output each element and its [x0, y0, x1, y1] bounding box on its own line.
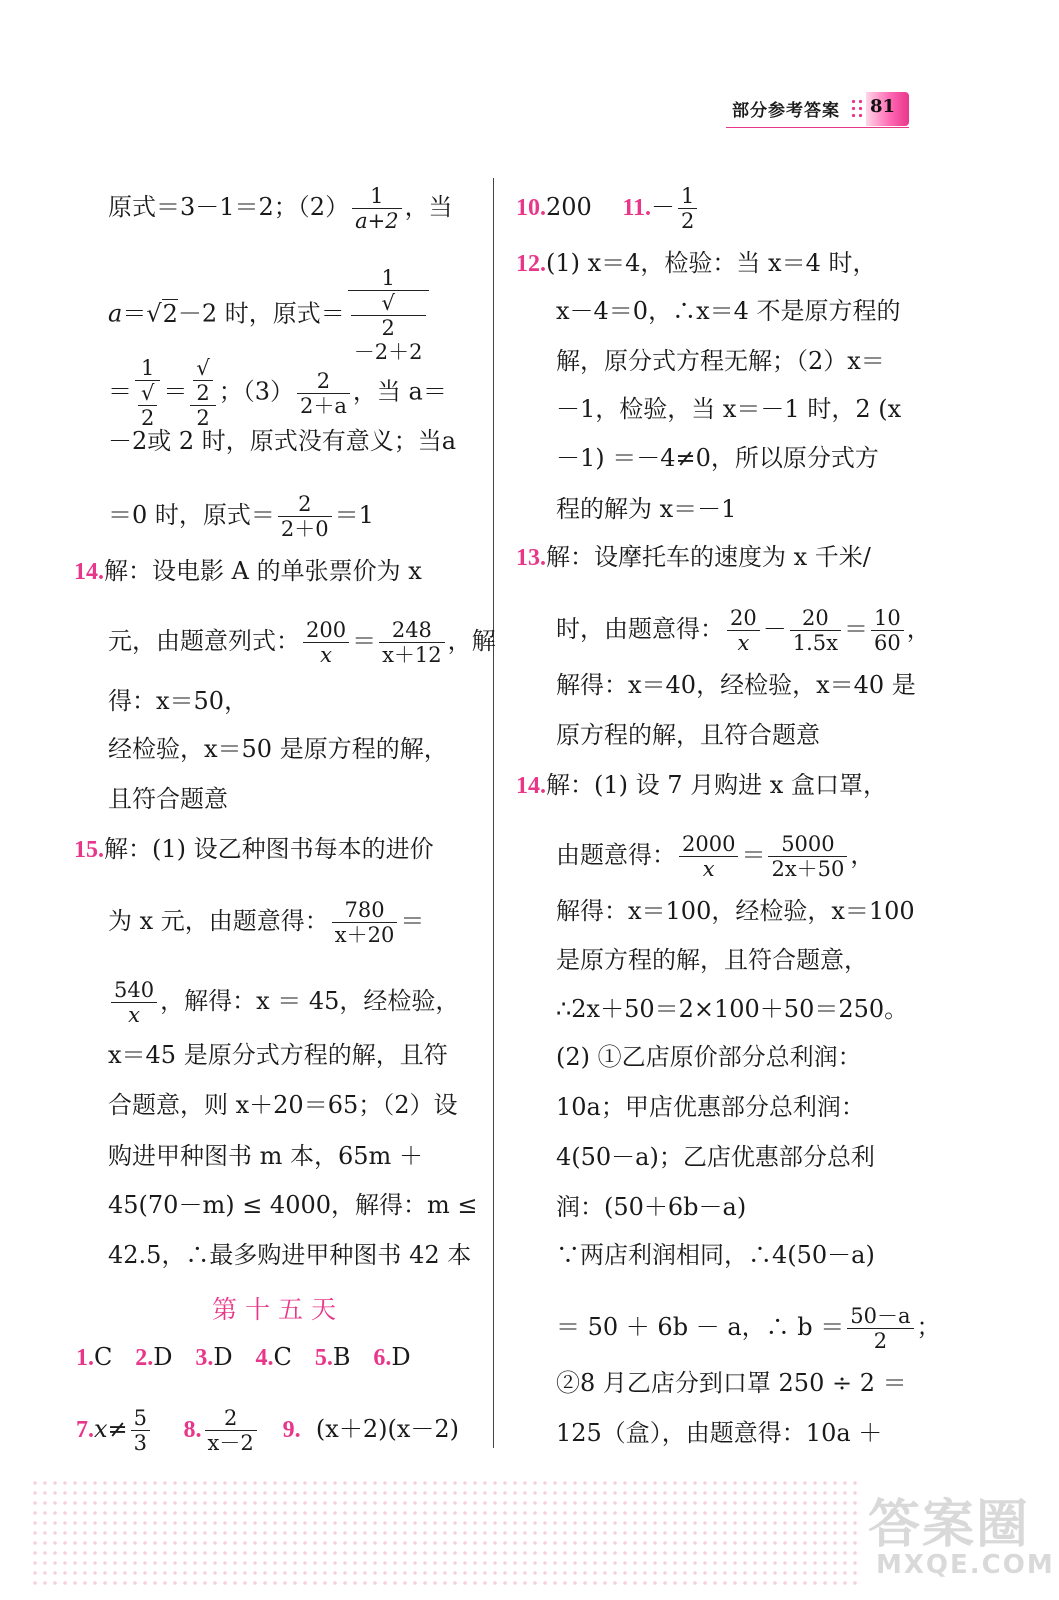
text: ，解 [447, 627, 496, 655]
fraction [111, 978, 157, 1027]
numerator: 20 [790, 606, 841, 631]
numerator: 2 [278, 492, 332, 517]
text: 原式＝3－1＝2；（2） [108, 193, 350, 221]
fraction [278, 492, 332, 541]
question-number: 11. [622, 195, 652, 221]
fraction [871, 606, 904, 655]
numerator: 50－a [847, 1304, 913, 1329]
denominator: x－2 [207, 1431, 254, 1455]
text: 解：(1) 设 7 月购进 x 盒口罩， [546, 771, 887, 799]
left-line-4: －2或 2 时，原式没有意义；当a [108, 427, 457, 455]
watermark [862, 1480, 1055, 1588]
right-q13-line-1 [516, 542, 871, 573]
numerator: 1 [352, 184, 401, 209]
right-q14-line-2 [556, 832, 874, 881]
text: 由题意得： [556, 841, 676, 869]
text: ＝ [843, 615, 868, 643]
right-q13-line-2 [556, 606, 931, 655]
right-q14-line-10: ∵两店利润相同，∴4(50－a) [556, 1241, 875, 1269]
answer: D [153, 1343, 173, 1371]
text: ＝0 时，原式＝ [108, 501, 275, 529]
fraction [135, 356, 160, 430]
right-q13-line-4: 原方程的解，且符合题意 [556, 721, 820, 749]
right-q12-line-5: －1) ＝－4≠0，所以原分式方 [556, 444, 879, 472]
right-q13-line-3: 解得：x＝40，经检验，x＝40 是 [556, 671, 916, 699]
answer: C [273, 1343, 292, 1371]
radicand: 2 [351, 315, 426, 340]
fill-answers-7-9 [76, 1406, 459, 1455]
right-q12-line-3: 解，原分式方程无解；（2）x＝ [556, 347, 885, 375]
fraction [678, 184, 697, 233]
text: ， [850, 841, 875, 869]
left-line-5 [108, 492, 374, 541]
denominator: √ 2 －2＋2 [348, 291, 429, 364]
denominator: x＋12 [382, 643, 442, 667]
left-q15-line-5: 合题意，则 x＋20＝65；（2）设 [108, 1091, 458, 1119]
text: ，解得：x ＝ 45，经检验， [160, 987, 460, 1015]
numerator: 5000 [768, 832, 847, 857]
left-q15-line-6: 购进甲种图书 m 本，65m ＋ [108, 1142, 423, 1170]
left-q15-line-2 [108, 898, 424, 947]
text: －2 时，原式＝ [177, 299, 345, 328]
text: a [108, 299, 123, 328]
text: － [762, 615, 787, 643]
right-q14-line-11 [556, 1304, 941, 1353]
numerator: 1 [678, 184, 697, 209]
header-title: 部分参考答案 [732, 101, 840, 121]
denominator: a+2 [355, 209, 399, 233]
page-number: 81 [870, 96, 896, 117]
numerator: 1 [135, 356, 160, 381]
text: ＝ [108, 377, 132, 406]
radicand: 2 [138, 405, 157, 430]
text: x≠ [94, 1415, 128, 1443]
fraction [790, 606, 841, 655]
denominator: 1.5x [792, 631, 838, 655]
question-number: 10. [516, 195, 546, 221]
watermark-sub: MXQE.COM [876, 1550, 1055, 1580]
left-line-3 [108, 356, 447, 430]
denominator: 2＋a [300, 393, 347, 418]
answer: C [94, 1343, 113, 1371]
left-q15-line-7: 45(70－m) ≤ 4000，解得：m ≤ [108, 1191, 478, 1219]
question-number: 5. [314, 1345, 333, 1371]
answer: (x＋2)(x－2) [315, 1415, 459, 1443]
fraction [131, 1406, 150, 1455]
fraction [205, 1406, 257, 1455]
text: ＝ [352, 627, 377, 655]
fraction [297, 369, 350, 418]
left-q14-line-3: 得：x＝50， [108, 687, 249, 715]
denominator: 60 [873, 631, 901, 655]
section-heading: 第十五天 [212, 1295, 345, 1324]
text: 元，由题意列式： [108, 627, 300, 655]
radicand: 2 [193, 380, 212, 405]
answer: 200 [546, 193, 592, 221]
question-number: 1. [76, 1345, 94, 1371]
numerator: 20 [727, 606, 760, 631]
question-number: 4. [255, 1345, 274, 1371]
denominator: x [702, 857, 715, 881]
numerator: √ 2 [190, 356, 215, 406]
right-q12-line-1 [516, 248, 877, 279]
right-q14-line-12: ②8 月乙店分到口罩 250 ÷ 2 ＝ [556, 1369, 907, 1397]
denominator: √ 2 [135, 381, 160, 430]
text: 解：设摩托车的速度为 x 千米/ [546, 543, 871, 571]
left-line-2: a＝√2－2 时，原式＝ 1 √ 2 －2＋2 [108, 266, 432, 364]
right-q12-line-2: x－4＝0，∴x＝4 不是原方程的 [556, 297, 901, 325]
denominator: x [737, 631, 750, 655]
left-q15-line-8: 42.5，∴最多购进甲种图书 42 本 [108, 1241, 472, 1269]
denominator: 2 [196, 406, 210, 430]
fraction [679, 832, 738, 881]
right-q12-line-6: 程的解为 x＝－1 [556, 495, 737, 523]
text: ； [916, 1313, 941, 1341]
text: 解：(1) 设乙种图书每本的进价 [104, 835, 434, 863]
right-q14-line-9: 润：(50＋6b－a) [556, 1193, 747, 1221]
right-q14-line-3: 解得：x＝100，经检验，x＝100 [556, 897, 915, 925]
text: ＝ [741, 841, 766, 869]
denominator: x＋20 [334, 923, 395, 947]
fraction [332, 898, 398, 947]
text: 时，由题意得： [556, 615, 724, 643]
numerator: 10 [871, 606, 904, 631]
fraction [847, 1304, 913, 1353]
numerator: 248 [379, 618, 445, 643]
fraction [190, 356, 215, 430]
text: ＝ [400, 907, 425, 935]
question-number: 14. [516, 773, 546, 799]
answer: D [213, 1343, 233, 1371]
right-q14-line-4: 是原方程的解，且符合题意， [556, 946, 868, 974]
left-q14-line-2 [108, 618, 496, 667]
right-q10-q11 [516, 184, 700, 233]
text: ＝ [122, 299, 147, 328]
text: 解：设电影 A 的单张票价为 x [104, 557, 422, 585]
right-q14-line-6: (2) ①乙店原价部分总利润： [556, 1043, 862, 1071]
numerator: 2 [297, 369, 350, 394]
page-header [726, 92, 909, 126]
numerator: 2 [205, 1406, 257, 1431]
question-number: 2. [135, 1345, 154, 1371]
question-number: 7. [76, 1417, 94, 1443]
right-q14-line-5: ∴2x＋50＝2×100＋50＝250。 [556, 995, 909, 1023]
question-number: 6. [373, 1345, 392, 1371]
text: ，当 [404, 193, 453, 221]
denominator: 2x＋50 [771, 857, 845, 881]
text: ＝ 50 ＋ 6b － a，∴ b ＝ [556, 1313, 845, 1341]
fraction [379, 618, 445, 667]
fraction [768, 832, 847, 881]
text: ， [906, 615, 931, 643]
left-q15-line-4: x＝45 是原分式方程的解，且符 [108, 1041, 448, 1069]
denominator: x [320, 643, 332, 667]
numerator: 2000 [679, 832, 738, 857]
header-dots [850, 98, 864, 120]
mc-answers [76, 1342, 411, 1373]
question-number: 8. [183, 1417, 202, 1443]
question-number: 3. [195, 1345, 214, 1371]
numerator: 200 [303, 618, 349, 643]
footer-dot-pattern [30, 1478, 860, 1588]
text: ＝1 [334, 501, 374, 529]
left-q14-line-5: 且符合题意 [108, 785, 228, 813]
right-q12-line-4: －1，检验，当 x＝－1 时，2 (x [556, 395, 902, 423]
text: －2＋2 [353, 340, 423, 364]
left-q15-line-1 [74, 834, 434, 865]
right-q14-line-1 [516, 770, 887, 801]
answer: B [332, 1343, 351, 1371]
text: － [651, 193, 676, 221]
question-number: 14. [74, 559, 104, 585]
denominator: 2 [681, 209, 695, 233]
radicand: 2 [162, 299, 178, 328]
numerator: 540 [111, 978, 157, 1003]
denominator: 2＋0 [280, 517, 329, 541]
text: (1) x＝4，检验：当 x＝4 时， [546, 249, 877, 277]
column-divider [493, 178, 494, 1448]
text: ；（3） [218, 377, 295, 406]
question-number: 13. [516, 545, 546, 571]
fraction [352, 184, 401, 233]
fraction [303, 618, 349, 667]
question-number: 12. [516, 251, 546, 277]
right-q14-line-7: 10a；甲店优惠部分总利润： [556, 1093, 865, 1121]
question-number: 9. [282, 1417, 301, 1443]
fraction [348, 266, 429, 364]
numerator: 1 [348, 266, 429, 291]
answer: D [391, 1343, 411, 1371]
question-number: 15. [74, 837, 104, 863]
right-q14-line-13: 125（盒），由题意得：10a ＋ [556, 1419, 883, 1447]
text: 为 x 元，由题意得： [108, 907, 329, 935]
fraction [727, 606, 760, 655]
numerator: 780 [332, 898, 398, 923]
denominator: 3 [133, 1431, 148, 1455]
left-line-1 [108, 184, 453, 233]
left-q14-line-4: 经检验，x＝50 是原方程的解， [108, 735, 448, 763]
denominator: 2 [873, 1329, 888, 1353]
numerator: 5 [131, 1406, 150, 1431]
left-q14-line-1 [74, 556, 422, 587]
watermark-main: 答案圈 [868, 1495, 1031, 1555]
denominator: x [128, 1003, 140, 1027]
right-q14-line-8: 4(50－a)；乙店优惠部分总利 [556, 1143, 875, 1171]
header-rule [726, 127, 909, 128]
text: ＝ [163, 377, 188, 406]
left-q15-line-3 [108, 978, 459, 1027]
text: ，当 a＝ [352, 377, 447, 406]
